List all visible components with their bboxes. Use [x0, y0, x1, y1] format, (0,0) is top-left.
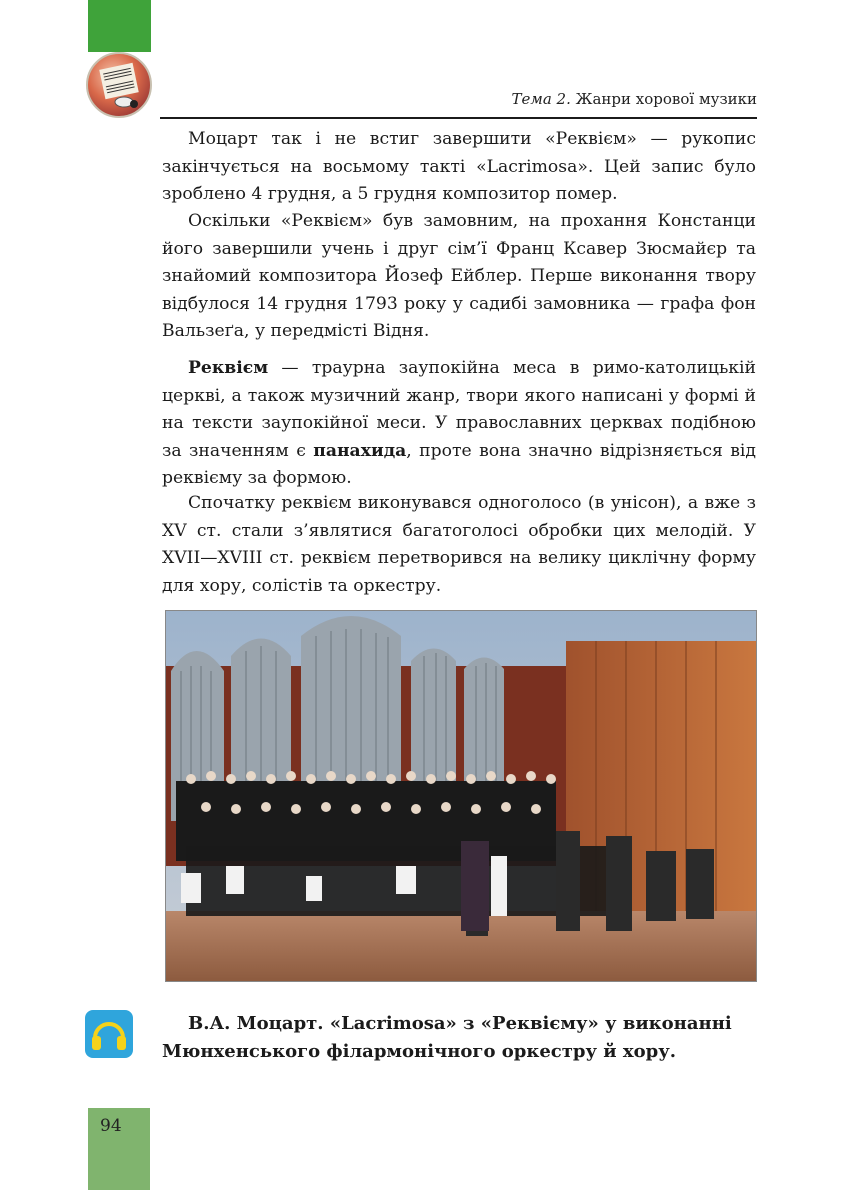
- paragraph-text: Спочатку реквієм виконувався одноголосо (в унісон), а вже з XV ст. стали з’являтися багатоголосі обробки цих мелодій. У XVII—XVIII ст. реквієм перетворився на велику циклічну форму для хору, солістів та оркестру.: [162, 493, 756, 596]
- music-book-icon: [86, 52, 152, 118]
- paragraph-text: Моцарт так і не встиг завершити «Реквієм» — рукопис закінчується на восьмому такті «Lacrimosa». Цей запис було зроблено 4 грудня, а 5 грудня композитор помер.: [162, 129, 756, 205]
- paragraph-completion: [162, 208, 756, 346]
- topic-label: Тема 2.: [511, 90, 571, 108]
- definition-text-after: , проте вона значно відрізняється від реквієму за формою.: [162, 440, 756, 489]
- header-rule: [160, 117, 757, 119]
- paragraph-history: [162, 490, 756, 600]
- top-green-tab: [88, 0, 151, 52]
- headphones-icon[interactable]: [85, 1010, 133, 1058]
- paragraph-text: Оскільки «Реквієм» був замовним, на прохання Констанци його завершили учень і друг сім’ї Франц Ксавер Зюсмайєр та знайомий композитора Йозеф Ейблер. Перше виконання твору відбулося 14 грудня 1793 року у садибі замовника — графа фон Вальзеґа, у передмісті Відня.: [162, 211, 756, 342]
- topic-title: Жанри хорової музики: [575, 90, 757, 108]
- definition-text-before: — траурна заупокійна меса в римо-католицькій церкві, а також музичний жанр, твори якого написані у формі й на тексти заупокійної меси. У православних церквах подібною за значенням є: [162, 358, 756, 461]
- definition-requiem: [162, 355, 756, 493]
- paragraph-mozart-unfinished: [162, 126, 756, 209]
- caption-line1: В.А. Моцарт. «Lacrimosa» з «Реквієму» у виконанні: [188, 1013, 732, 1034]
- definition-term: Реквієм: [188, 358, 269, 378]
- caption-line2: Мюнхенського філармонічного оркестру й хору.: [162, 1041, 676, 1062]
- concert-photo: [165, 610, 757, 982]
- page-number: 94: [100, 1116, 122, 1136]
- running-head: [512, 90, 758, 108]
- definition-term-panakhyda: панахида: [313, 440, 407, 461]
- photo-caption: [162, 1010, 762, 1066]
